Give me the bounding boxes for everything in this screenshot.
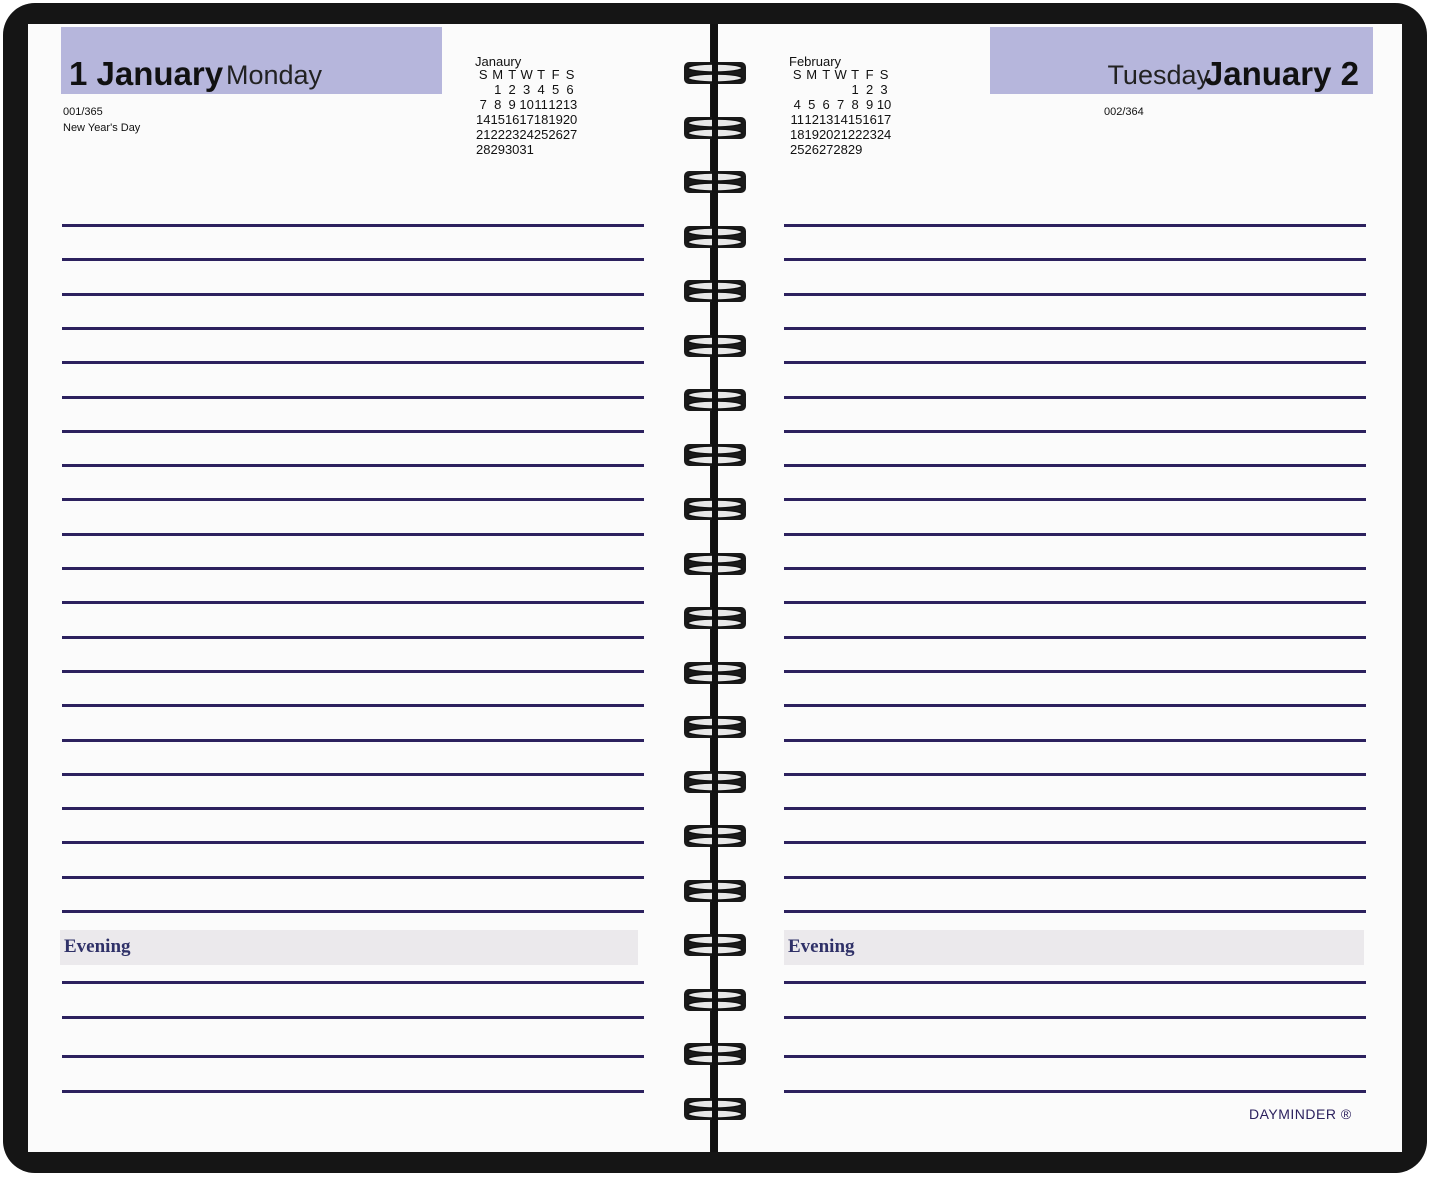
calendar-day: [833, 82, 847, 97]
calendar-day: 12: [804, 112, 819, 127]
calendar-day: 24: [519, 127, 534, 142]
weekday-header: T: [822, 67, 831, 82]
brand-logo: DAYMINDER ®: [1249, 1106, 1352, 1122]
calendar-day: 22: [490, 127, 505, 142]
calendar-day: 15: [490, 112, 505, 127]
ruled-line: [62, 704, 644, 707]
ruled-line: [62, 533, 644, 536]
spiral-binding-ring-icon: [683, 1041, 747, 1067]
ruled-line: [784, 636, 1366, 639]
calendar-day: 19: [804, 127, 819, 142]
spiral-binding-ring-icon: [683, 387, 747, 413]
ruled-line: [62, 396, 644, 399]
ruled-line: [62, 224, 644, 227]
ruled-line: [784, 1016, 1366, 1019]
weekday-header: S: [792, 67, 802, 82]
ruled-line: [784, 601, 1366, 604]
ruled-line: [784, 224, 1366, 227]
calendar-day: 10: [876, 97, 892, 112]
calendar-day: 18: [790, 127, 805, 142]
date-title: January 2: [1204, 55, 1359, 92]
weekday-header: T: [851, 67, 860, 82]
left-page: [28, 24, 710, 1152]
weekday-label: Tuesday: [1107, 60, 1210, 90]
ruled-line: [784, 773, 1366, 776]
calendar-day: 16: [862, 112, 877, 127]
mini-calendar-week: [790, 82, 891, 97]
spiral-binding-ring-icon: [683, 169, 747, 195]
ruled-line: [784, 704, 1366, 707]
calendar-day: 14: [833, 112, 848, 127]
ruled-line: [62, 430, 644, 433]
mini-calendar-month: Janaury: [475, 54, 522, 69]
calendar-day: 11: [790, 112, 804, 127]
mini-calendar-header-row: [476, 67, 577, 82]
calendar-day: [819, 82, 833, 97]
spiral-binding-ring-icon: [683, 605, 747, 631]
ruled-line: [784, 258, 1366, 261]
spiral-binding-ring-icon: [683, 1096, 747, 1122]
calendar-day: 16: [504, 112, 520, 127]
ruled-line: [784, 293, 1366, 296]
spiral-binding-ring-icon: [683, 60, 747, 86]
calendar-day: [534, 142, 548, 157]
ruled-line: [784, 841, 1366, 844]
calendar-day: 13: [562, 97, 578, 112]
ruled-line: [62, 1016, 644, 1019]
ruled-line: [62, 361, 644, 364]
mini-calendar-week: [476, 142, 577, 157]
mini-calendar-grid: [476, 67, 577, 157]
evening-label: Evening: [64, 936, 131, 957]
ruled-line: [784, 498, 1366, 501]
spiral-binding-ring-icon: [683, 115, 747, 141]
ruled-line: [784, 430, 1366, 433]
calendar-day: 27: [818, 142, 834, 157]
calendar-day: 22: [847, 127, 863, 142]
calendar-day: 18: [533, 112, 549, 127]
weekday-header: W: [834, 67, 847, 82]
day-of-year: 002/364: [1104, 106, 1144, 118]
ruled-line: [784, 327, 1366, 330]
mini-calendar-week: [790, 127, 891, 142]
ruled-line: [784, 739, 1366, 742]
holiday-label: New Year's Day: [63, 122, 141, 134]
calendar-day: 21: [833, 127, 848, 142]
ruled-line: [784, 533, 1366, 536]
spiral-binding-ring-icon: [683, 333, 747, 359]
ruled-line: [62, 498, 644, 501]
calendar-day: 27: [562, 127, 578, 142]
calendar-day: [563, 142, 577, 157]
calendar-day: 5: [808, 97, 816, 112]
calendar-day: 6: [822, 97, 830, 112]
weekday-header: F: [865, 67, 874, 82]
evening-label: Evening: [788, 936, 855, 957]
calendar-day: 25: [533, 127, 549, 142]
calendar-day: 17: [519, 112, 534, 127]
mini-calendar-week: [476, 112, 577, 127]
calendar-day: 6: [566, 82, 574, 97]
calendar-day: 7: [837, 97, 845, 112]
ruled-line: [784, 396, 1366, 399]
calendar-day: 3: [523, 82, 531, 97]
spiral-binding-ring-icon: [683, 278, 747, 304]
calendar-day: 14: [476, 112, 491, 127]
calendar-day: 30: [504, 142, 520, 157]
calendar-day: 12: [548, 97, 563, 112]
weekday-header: M: [492, 67, 504, 82]
calendar-day: 24: [876, 127, 892, 142]
ruled-line: [62, 773, 644, 776]
mini-calendar-week: [476, 97, 577, 112]
ruled-line: [784, 670, 1366, 673]
weekday-header: M: [806, 67, 818, 82]
calendar-day: 8: [494, 97, 502, 112]
ruled-line: [62, 739, 644, 742]
calendar-day: 23: [862, 127, 877, 142]
mini-calendar-month: February: [789, 54, 842, 69]
spiral-binding-ring-icon: [683, 878, 747, 904]
ruled-line: [62, 464, 644, 467]
evening-band: [784, 930, 1364, 965]
mini-calendar-week: [790, 112, 891, 127]
ruled-line: [62, 981, 644, 984]
spiral-binding-ring-icon: [683, 660, 747, 686]
calendar-day: 28: [833, 142, 848, 157]
calendar-day: 3: [880, 82, 888, 97]
calendar-day: 4: [537, 82, 545, 97]
ruled-line: [784, 464, 1366, 467]
spiral-binding-ring-icon: [683, 496, 747, 522]
weekday-header: T: [537, 67, 546, 82]
ruled-line: [784, 1090, 1366, 1093]
ruled-line: [62, 601, 644, 604]
calendar-day: 20: [562, 112, 578, 127]
ruled-line: [62, 293, 644, 296]
calendar-day: 25: [790, 142, 805, 157]
mini-calendar-header-row: [790, 67, 891, 82]
calendar-day: 19: [548, 112, 563, 127]
ruled-line: [784, 876, 1366, 879]
calendar-day: 23: [504, 127, 520, 142]
spiral-binding-ring-icon: [683, 769, 747, 795]
spiral-binding-ring-icon: [683, 442, 747, 468]
calendar-day: [804, 82, 818, 97]
evening-band: [60, 930, 638, 965]
calendar-day: 11: [534, 97, 548, 112]
ruled-line: [62, 636, 644, 639]
calendar-day: 9: [508, 97, 516, 112]
ruled-line: [62, 670, 644, 673]
calendar-day: 7: [479, 97, 487, 112]
calendar-day: 28: [476, 142, 491, 157]
calendar-day: [862, 142, 876, 157]
ruled-line: [784, 910, 1366, 913]
calendar-day: 17: [876, 112, 892, 127]
calendar-day: 2: [865, 82, 874, 97]
ruled-line: [784, 807, 1366, 810]
ruled-line: [784, 1055, 1366, 1058]
calendar-day: [476, 82, 490, 97]
spiral-binding-ring-icon: [683, 823, 747, 849]
mini-calendar-week: [476, 82, 577, 97]
spiral-binding-ring-icon: [683, 714, 747, 740]
spiral-binding-ring-icon: [683, 224, 747, 250]
day-of-year: 001/365: [63, 106, 103, 118]
mini-calendar-week: [790, 142, 891, 157]
ruled-line: [62, 1055, 644, 1058]
date-header-band: [61, 27, 442, 94]
calendar-day: 26: [804, 142, 819, 157]
calendar-day: 31: [519, 142, 534, 157]
calendar-day: 20: [818, 127, 834, 142]
calendar-day: 5: [551, 82, 560, 97]
calendar-day: 1: [851, 82, 859, 97]
weekday-header: W: [520, 67, 533, 82]
calendar-day: 1: [494, 82, 502, 97]
date-title: 1 January: [69, 55, 224, 92]
calendar-day: [548, 142, 562, 157]
calendar-day: 9: [865, 97, 874, 112]
ruled-line: [62, 910, 644, 913]
date-header-band: [990, 27, 1373, 94]
spiral-binding-ring-icon: [683, 932, 747, 958]
ruled-line: [62, 258, 644, 261]
weekday-header: S: [879, 67, 889, 82]
calendar-day: 29: [490, 142, 505, 157]
weekday-label: Monday: [226, 60, 323, 90]
spiral-binding-ring-icon: [683, 551, 747, 577]
ruled-line: [62, 327, 644, 330]
weekday-header: T: [508, 67, 517, 82]
ruled-line: [62, 876, 644, 879]
calendar-day: 26: [548, 127, 563, 142]
right-page: [718, 24, 1402, 1152]
ruled-line: [62, 1090, 644, 1093]
calendar-day: 8: [851, 97, 859, 112]
calendar-day: 2: [508, 82, 516, 97]
calendar-day: 4: [793, 97, 801, 112]
calendar-day: 15: [847, 112, 863, 127]
ruled-line: [62, 567, 644, 570]
mini-calendar-week: [790, 97, 891, 112]
calendar-day: [790, 82, 804, 97]
weekday-header: F: [551, 67, 560, 82]
ruled-line: [784, 361, 1366, 364]
calendar-day: 13: [818, 112, 834, 127]
ruled-line: [62, 841, 644, 844]
calendar-day: 10: [519, 97, 534, 112]
calendar-day: 29: [847, 142, 863, 157]
ruled-line: [784, 981, 1366, 984]
ruled-line: [62, 807, 644, 810]
weekday-header: S: [565, 67, 575, 82]
spiral-binding-ring-icon: [683, 987, 747, 1013]
weekday-header: S: [478, 67, 488, 82]
calendar-day: [877, 142, 891, 157]
mini-calendar-week: [476, 127, 577, 142]
mini-calendar-grid: [790, 67, 891, 157]
calendar-day: 21: [476, 127, 491, 142]
ruled-line: [784, 567, 1366, 570]
